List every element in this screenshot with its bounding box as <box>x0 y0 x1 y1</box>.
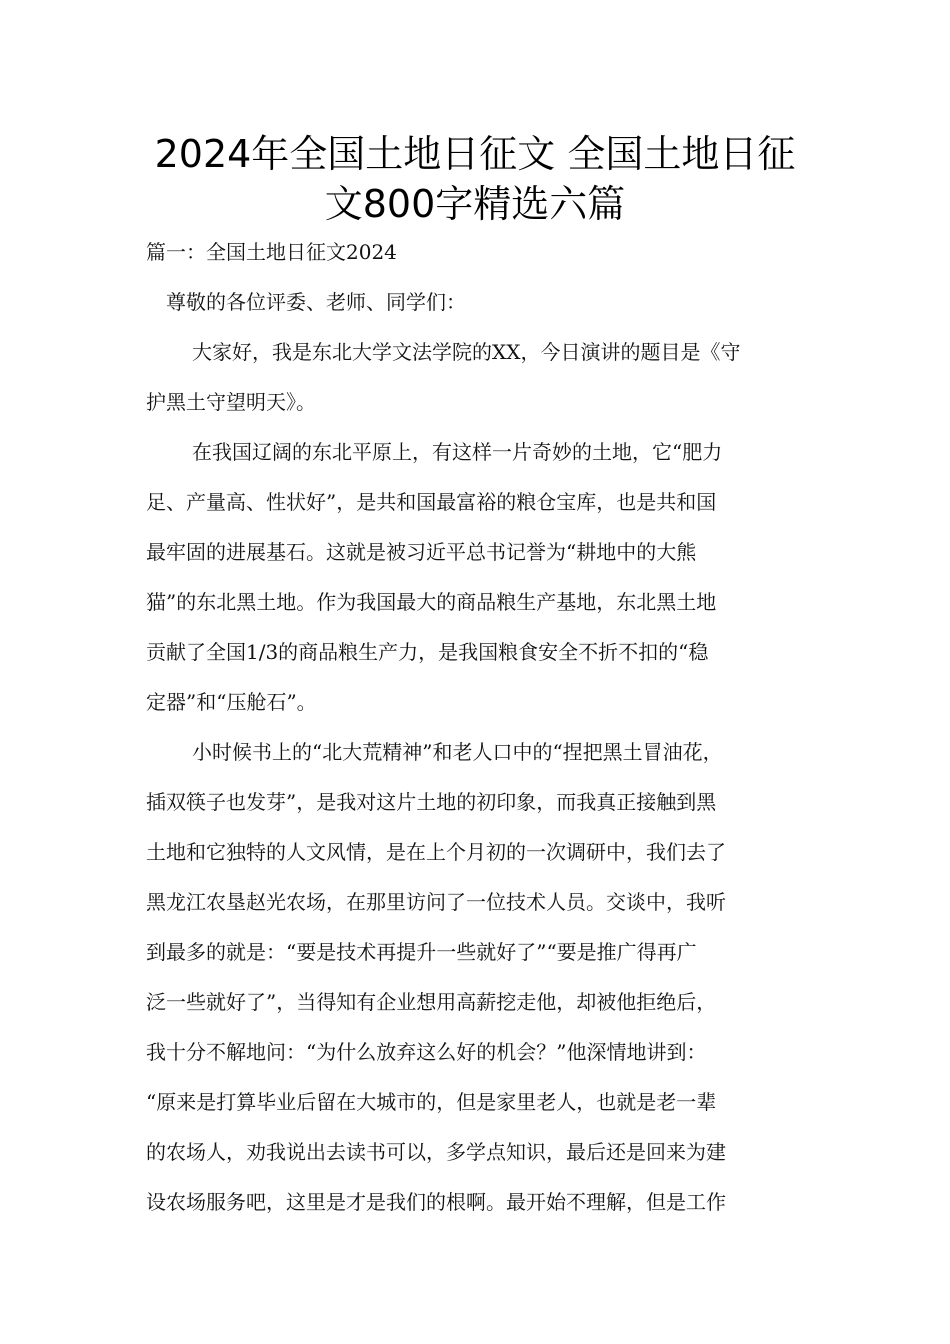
paragraph-line: 我十分不解地问：“为什么放弃这么好的机会？”他深情地讲到： <box>146 1040 707 1064</box>
document-title-line-2: 文800字精选六篇 <box>324 182 626 226</box>
paragraph-line: 黑龙江农垦赵光农场，在那里访问了一位技术人员。交谈中，我听 <box>146 890 726 914</box>
paragraph-line: 在我国辽阔的东北平原上，有这样一片奇妙的土地，它“肥力 <box>192 440 723 464</box>
paragraph-line: 足、产量高、性状好”，是共和国最富裕的粮仓宝库，也是共和国 <box>146 490 717 514</box>
section-heading: 篇一：全国土地日征文2024 <box>146 240 397 264</box>
document-title-line-1: 2024年全国土地日征文 全国土地日征 <box>154 132 796 176</box>
paragraph-line: 插双筷子也发芽”，是我对这片土地的初印象，而我真正接触到黑 <box>146 790 717 814</box>
paragraph-line: 泛一些就好了”，当得知有企业想用高薪挖走他，却被他拒绝后， <box>146 990 717 1014</box>
paragraph-line: 猫”的东北黑土地。作为我国最大的商品粮生产基地，东北黑土地 <box>146 590 717 614</box>
paragraph-line: 设农场服务吧，这里是才是我们的根啊。最开始不理解，但是工作 <box>146 1190 726 1214</box>
paragraph-line: 土地和它独特的人文风情，是在上个月初的一次调研中，我们去了 <box>146 840 726 864</box>
paragraph-line: 护黑土守望明天》。 <box>146 390 316 414</box>
paragraph-line: 最牢固的进展基石。这就是被习近平总书记誉为“耕地中的大熊 <box>146 540 697 564</box>
salutation: 尊敬的各位评委、老师、同学们： <box>166 290 466 314</box>
paragraph-line: 的农场人，劝我说出去读书可以，多学点知识，最后还是回来为建 <box>146 1140 726 1164</box>
paragraph-line: 定器”和“压舱石”。 <box>146 690 317 714</box>
paragraph-line: “原来是打算毕业后留在大城市的，但是家里老人，也就是老一辈 <box>146 1090 717 1114</box>
paragraph-line: 贡献了全国1/3的商品粮生产力，是我国粮食安全不折不扣的“稳 <box>146 640 709 664</box>
paragraph-line: 到最多的就是：“要是技术再提升一些就好了”“要是推广得再广 <box>146 940 697 964</box>
paragraph-line: 小时候书上的“北大荒精神”和老人口中的“捏把黑土冒油花， <box>192 740 723 764</box>
paragraph-line: 大家好，我是东北大学文法学院的XX，今日演讲的题目是《守 <box>192 340 741 364</box>
